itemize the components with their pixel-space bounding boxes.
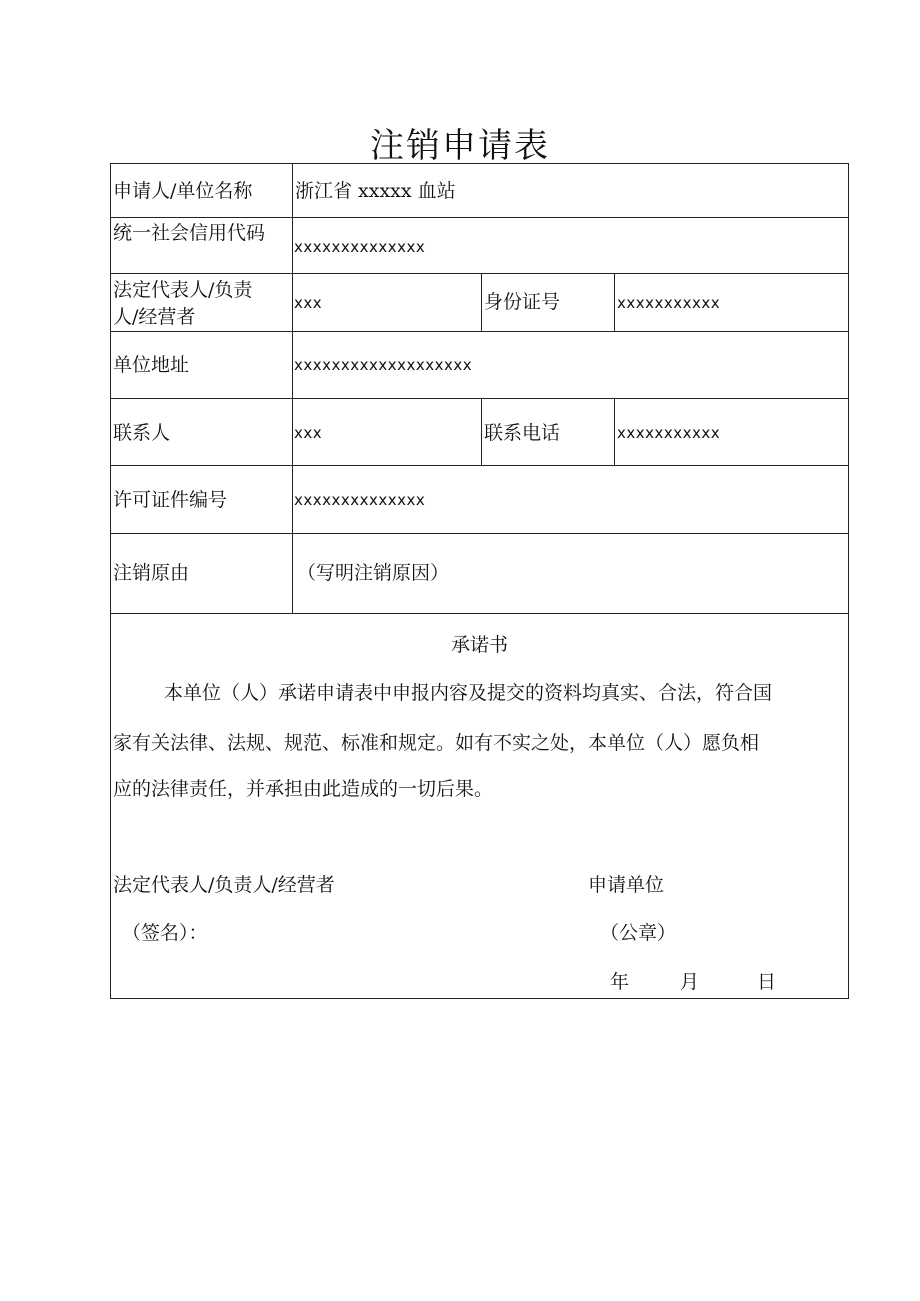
signature-right-seal[interactable]: （公章）	[600, 922, 677, 944]
phone-value[interactable]: xxxxxxxxxxx	[617, 424, 721, 442]
id-number-value[interactable]: xxxxxxxxxxx	[617, 294, 721, 312]
column-divider	[481, 398, 482, 465]
legal-rep-label-line2: 人/经营者	[113, 306, 196, 328]
phone-label: 联系电话	[484, 422, 561, 444]
address-label: 单位地址	[113, 354, 190, 376]
row-divider	[111, 613, 848, 614]
date-year: 年	[610, 971, 630, 993]
address-value[interactable]: xxxxxxxxxxxxxxxxxxx	[294, 356, 473, 374]
id-number-label: 身份证号	[484, 291, 561, 313]
reason-value[interactable]: （写明注销原因）	[297, 562, 450, 584]
column-divider	[292, 164, 293, 613]
date-day: 日	[757, 971, 777, 993]
signature-right-title: 申请单位	[588, 874, 665, 896]
column-divider	[614, 398, 615, 465]
commitment-line: 应的法律责任，并承担由此造成的一切后果。	[113, 778, 494, 800]
commitment-heading: 承诺书	[450, 634, 508, 656]
date-month: 月	[680, 971, 700, 993]
credit-code-value[interactable]: xxxxxxxxxxxxxx	[294, 238, 426, 256]
row-divider	[111, 533, 848, 534]
row-divider	[111, 217, 848, 218]
row-divider	[111, 273, 848, 274]
column-divider	[614, 273, 615, 331]
application-form	[110, 163, 849, 999]
contact-value[interactable]: xxx	[294, 424, 323, 442]
license-no-label: 许可证件编号	[113, 489, 228, 511]
column-divider	[481, 273, 482, 331]
signature-left-sign[interactable]: （签名）：	[122, 922, 208, 944]
contact-label: 联系人	[113, 422, 171, 444]
credit-code-label: 统一社会信用代码	[113, 222, 266, 244]
reason-label: 注销原由	[113, 562, 190, 584]
applicant-value[interactable]: 浙江省 xxxxx 血站	[295, 180, 456, 202]
row-divider	[111, 398, 848, 399]
license-no-value[interactable]: xxxxxxxxxxxxxx	[294, 491, 426, 509]
legal-rep-label-line1: 法定代表人/负责	[113, 279, 253, 301]
row-divider	[111, 465, 848, 466]
legal-rep-value[interactable]: xxx	[294, 294, 323, 312]
commitment-line: 家有关法律、法规、规范、标准和规定。如有不实之处，本单位（人）愿负相	[113, 732, 760, 754]
page-title: 注销申请表	[370, 126, 550, 166]
commitment-line: 本单位（人）承诺申请表中申报内容及提交的资料均真实、合法，符合国	[164, 682, 773, 704]
signature-left-title: 法定代表人/负责人/经营者	[113, 874, 335, 896]
applicant-label: 申请人/单位名称	[113, 180, 253, 202]
row-divider	[111, 331, 848, 332]
